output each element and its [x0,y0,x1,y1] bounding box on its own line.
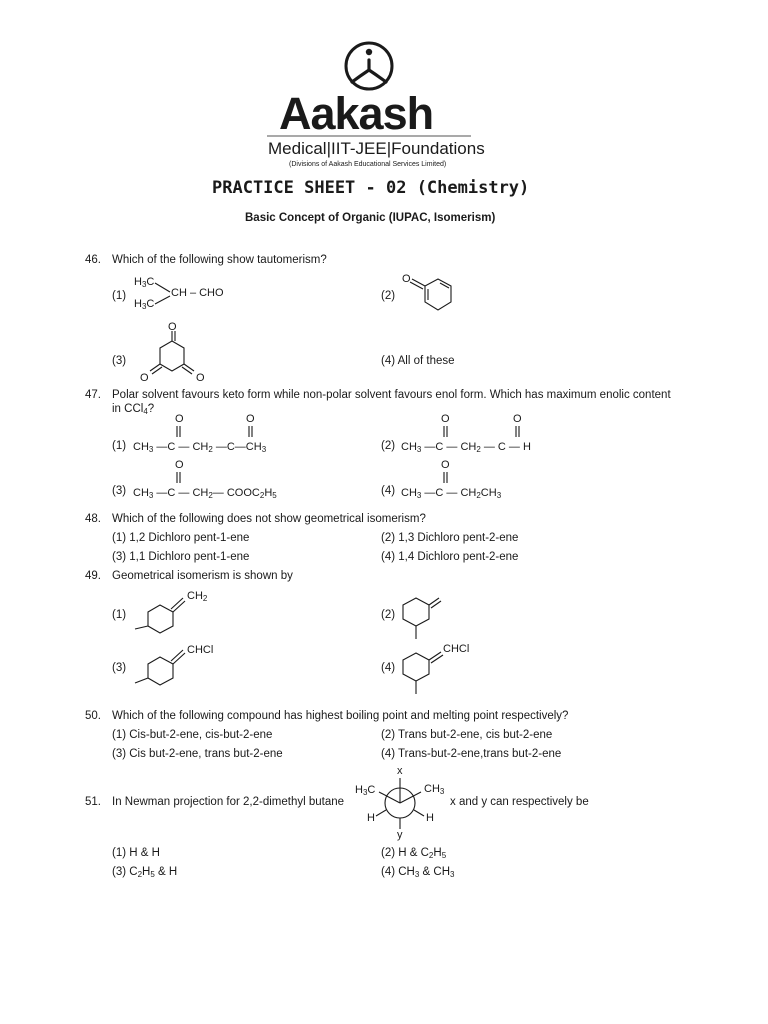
q46-number: 46. [85,254,101,266]
svg-text:CH3 —C — CH2— COOC2H5: CH3 —C — CH2— COOC2H5 [133,487,277,500]
q48-number: 48. [85,513,101,525]
q51-option-2[interactable]: (2) H & $C_2H_5$ [381,847,447,860]
sheet-title: PRACTICE SHEET - 02 (Chemistry) [212,178,530,198]
svg-text:CH3 —C — CH2 —C—CH3: CH3 —C — CH2 —C—CH3 [133,441,267,454]
q50-number: 50. [85,710,101,722]
q51-number: 51. [85,796,101,808]
brand-division: (Divisions of Aakash Educational Services Limited) [289,161,447,168]
svg-text:CH3 —C — CH2CH3: CH3 —C — CH2CH3 [401,487,502,500]
q51-label-h-right: H [426,812,434,824]
q49-opt3-chcl: CHCl [187,644,214,656]
brand-tagline: Medical|IIT-JEE|Foundations [268,139,485,158]
q46-opt2-oxygen: O [402,273,411,285]
q46-option-1-label[interactable]: (1) [112,290,127,302]
brand-name: Aakash [279,88,434,139]
q46-opt1-ch-cho: CH – CHO [171,287,224,299]
q51-option-4[interactable]: (4) $CH_3$ & $CH_3$ [381,866,455,879]
q51-text: In Newman projection for 2,2-dimethyl butane [112,796,345,808]
q46-opt1-h3c-bottom: $H_3C$ [134,298,155,311]
q50-text: Which of the following compound has highest boiling point and melting point respectively? [112,710,569,722]
q47-number: 47. [85,389,101,401]
q46-option-4-label[interactable]: (4) All of these [381,355,455,367]
q51-label-ch3: $CH_3$ [424,783,445,796]
q47-option-3-label[interactable]: (3) [112,485,127,497]
svg-text:O: O [513,413,522,425]
q48-option-1[interactable]: (1) 1,2 Dichloro pent-1-ene [112,532,250,544]
q51-option-3[interactable]: (3) $C_2H_5$ & H [112,866,178,879]
q47-text-line2: in CCl$_4$? [112,403,155,416]
q48-option-3[interactable]: (3) 1,1 Dichloro pent-1-ene [112,551,250,563]
svg-text:O: O [246,413,255,425]
q46-text: Which of the following show tautomerism? [112,254,327,266]
q50-option-1[interactable]: (1) Cis-but-2-ene, cis-but-2-ene [112,729,273,741]
q51-label-y: y [397,829,403,841]
q48-option-4[interactable]: (4) 1,4 Dichloro pent-2-ene [381,551,519,563]
svg-text:O: O [441,459,450,471]
svg-text:CH3 —C — CH2 — C — H: CH3 —C — CH2 — C — H [401,441,531,454]
q49-opt1-ch2: $CH_2$ [187,590,208,603]
q46-option-2-label[interactable]: (2) [381,290,396,302]
q51-label-h3c: $H_3C$ [355,784,376,797]
q49-option-3-label[interactable]: (3) [112,662,127,674]
q46-opt1-h3c-top: $H_3C$ [134,276,155,289]
q51-label-x: x [397,765,403,777]
q47-option-4-label[interactable]: (4) [381,485,396,497]
q50-option-2[interactable]: (2) Trans but-2-ene, cis but-2-ene [381,729,553,741]
q51-text-after: x and y can respectively be [450,796,589,808]
svg-text:O: O [196,372,205,384]
q49-number: 49. [85,570,101,582]
q49-text: Geometrical isomerism is shown by [112,570,293,582]
q51-label-h-left: H [367,812,375,824]
q47-option-2-label[interactable]: (2) [381,440,396,452]
svg-text:O: O [441,413,450,425]
q51-option-1[interactable]: (1) H & H [112,847,160,859]
q48-text: Which of the following does not show geometrical isomerism? [112,513,426,525]
svg-text:O: O [140,372,149,384]
q50-option-3[interactable]: (3) Cis but-2-ene, trans but-2-ene [112,748,283,760]
q46-option-3-label[interactable]: (3) [112,355,127,367]
q49-option-2-label[interactable]: (2) [381,609,396,621]
svg-text:O: O [168,321,177,333]
q48-option-2[interactable]: (2) 1,3 Dichloro pent-2-ene [381,532,519,544]
svg-text:O: O [175,459,184,471]
q50-option-4[interactable]: (4) Trans-but-2-ene,trans but-2-ene [381,748,562,760]
q47-option-1-label[interactable]: (1) [112,440,127,452]
q49-option-4-label[interactable]: (4) [381,662,396,674]
q49-option-1-label[interactable]: (1) [112,609,127,621]
svg-text:O: O [175,413,184,425]
q47-text-line1: Polar solvent favours keto form while non-polar solvent favours enol form. Which has maximum enolic content [112,389,671,401]
sheet-subtitle: Basic Concept of Organic (IUPAC, Isomerism) [245,212,496,224]
q49-opt4-chcl: CHCl [443,643,470,655]
